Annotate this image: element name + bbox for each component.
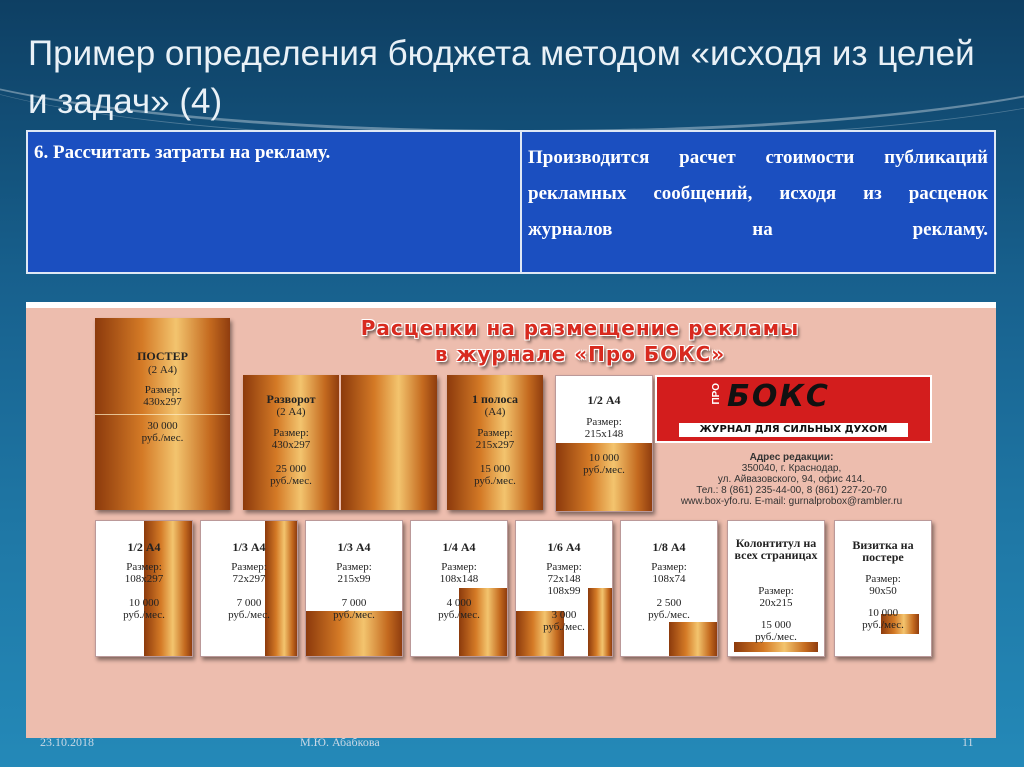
- magazine-logo: [655, 375, 932, 443]
- card-size: 20x215: [759, 597, 793, 609]
- card-price: 30 000: [147, 420, 178, 432]
- card-size-label: Размер:: [865, 573, 901, 585]
- spread-right-page: [341, 375, 437, 510]
- card-size: 430x297: [271, 439, 311, 451]
- card-size-label: Размер:: [546, 561, 582, 573]
- card-title: 1/4 А4: [442, 540, 476, 554]
- card-price: 25 000: [275, 463, 307, 475]
- ad-card-eighth: [620, 520, 718, 657]
- card-size-label: Размер:: [231, 561, 267, 573]
- description-cell: Производится расчет стоимости публикаций рекламных сообщений, исходя из расценок журналов на рекламу.: [521, 131, 995, 273]
- address-line: Тел.: 8 (861) 235-44-00, 8 (861) 227-20-70: [696, 485, 887, 496]
- card-fill: [734, 642, 818, 652]
- footer-page-number: 11: [962, 735, 974, 749]
- card-size: 215x148: [584, 428, 624, 440]
- card-title: 1/3 А4: [232, 540, 266, 554]
- card-title: Разворот: [266, 392, 316, 406]
- step-cell: 6. Рассчитать затраты на рекламу.: [27, 131, 521, 273]
- card-size-label: Размер:: [441, 561, 477, 573]
- info-table: [26, 130, 996, 274]
- card-size-alt: 108x99: [547, 585, 581, 597]
- card-price: 2 500: [656, 597, 682, 609]
- card-size: 90x50: [869, 585, 897, 597]
- card-unit: руб./мес.: [474, 475, 516, 487]
- card-title: 1/2 А4: [587, 393, 621, 407]
- card-size: 72x297: [232, 573, 266, 585]
- card-unit: руб./мес.: [270, 475, 312, 487]
- card-unit: руб./мес.: [333, 609, 375, 621]
- slide-title: Пример определения бюджета методом «исходя из целей и задач» (4): [28, 34, 975, 121]
- ad-card-third-vertical: [200, 520, 298, 657]
- card-title: 1/6 А4: [547, 540, 581, 554]
- card-price: 10 000: [867, 607, 899, 619]
- card-price: 4 000: [446, 597, 472, 609]
- card-price: 7 000: [236, 597, 262, 609]
- card-size-label: Размер:: [758, 585, 794, 597]
- card-size: 430x297: [143, 396, 182, 408]
- card-unit: руб./мес.: [755, 631, 797, 643]
- card-unit: руб./мес.: [862, 619, 904, 631]
- card-size-label: Размер:: [477, 427, 513, 439]
- ad-card-quarter: [410, 520, 508, 657]
- ad-card-business-card: [834, 520, 932, 657]
- logo-name: БОКС: [727, 379, 830, 414]
- card-subtitle: (2 А4): [276, 406, 306, 418]
- address-line: ул. Айвазовского, 94, офис 414.: [717, 474, 866, 485]
- card-size-label: Размер:: [126, 561, 162, 573]
- divider: [95, 414, 230, 415]
- card-size-label: Размер:: [336, 561, 372, 573]
- card-title: Визитка на постере: [852, 538, 914, 564]
- card-subtitle: (А4): [484, 406, 506, 418]
- card-unit: руб./мес.: [583, 464, 625, 476]
- footer-date: 23.10.2018: [40, 735, 94, 749]
- card-title: Колонтитул на всех страницах: [734, 536, 818, 562]
- card-price: 10 000: [588, 452, 620, 464]
- card-title: ПОСТЕР: [137, 349, 188, 363]
- ad-card-full-page: [447, 375, 543, 510]
- card-size-label: Размер:: [144, 384, 181, 396]
- card-price: 15 000: [479, 463, 511, 475]
- card-title: 1/8 А4: [652, 540, 686, 554]
- address-heading: Адрес редакции:: [749, 452, 834, 463]
- ad-card-poster: [95, 318, 230, 510]
- card-size: 108x297: [124, 573, 164, 585]
- card-price: 15 000: [760, 619, 792, 631]
- card-title: 1/3 А4: [337, 540, 371, 554]
- logo-tagline: ЖУРНАЛ ДЛЯ СИЛЬНЫХ ДУХОМ: [679, 423, 908, 437]
- card-size: 215x297: [475, 439, 515, 451]
- ad-card-third-horizontal: [305, 520, 403, 657]
- card-subtitle: (2 А4): [147, 364, 178, 376]
- card-unit: руб./мес.: [123, 609, 165, 621]
- card-size: 72x148: [547, 573, 581, 585]
- card-size: 108x148: [439, 573, 479, 585]
- card-unit: руб./мес.: [141, 432, 184, 444]
- ad-card-half-horizontal: [555, 375, 653, 512]
- footer-author: М.Ю. Абабкова: [300, 735, 380, 749]
- card-size-label: Размер:: [273, 427, 309, 439]
- editorial-address: [655, 452, 928, 507]
- address-line: 350040, г. Краснодар,: [741, 463, 842, 474]
- card-size-label: Размер:: [586, 416, 622, 428]
- ad-card-sixth: [515, 520, 613, 657]
- card-price: 3 000: [551, 609, 577, 621]
- card-title: 1 полоса: [472, 392, 518, 406]
- ad-card-half-vertical: [95, 520, 193, 657]
- ad-card-running-header: [727, 520, 825, 657]
- address-line: www.box-yfo.ru. E-mail: gurnalprobox@rambler.ru: [680, 496, 903, 507]
- ad-card-spread: [243, 375, 437, 510]
- card-size: 108x74: [652, 573, 686, 585]
- card-unit: руб./мес.: [228, 609, 270, 621]
- card-price: 10 000: [128, 597, 160, 609]
- card-fill: [669, 622, 717, 656]
- panel-header-line1: Расценки на размещение рекламы: [360, 316, 800, 340]
- card-price: 7 000: [341, 597, 367, 609]
- panel-header-line2: в журнале «Про БОКС»: [434, 342, 726, 366]
- card-title: 1/2 А4: [127, 540, 161, 554]
- card-unit: руб./мес.: [438, 609, 480, 621]
- card-size-label: Размер:: [651, 561, 687, 573]
- card-unit: руб./мес.: [543, 621, 585, 633]
- logo-pro: ПРО: [711, 383, 722, 405]
- card-size: 215x99: [337, 573, 371, 585]
- card-unit: руб./мес.: [648, 609, 690, 621]
